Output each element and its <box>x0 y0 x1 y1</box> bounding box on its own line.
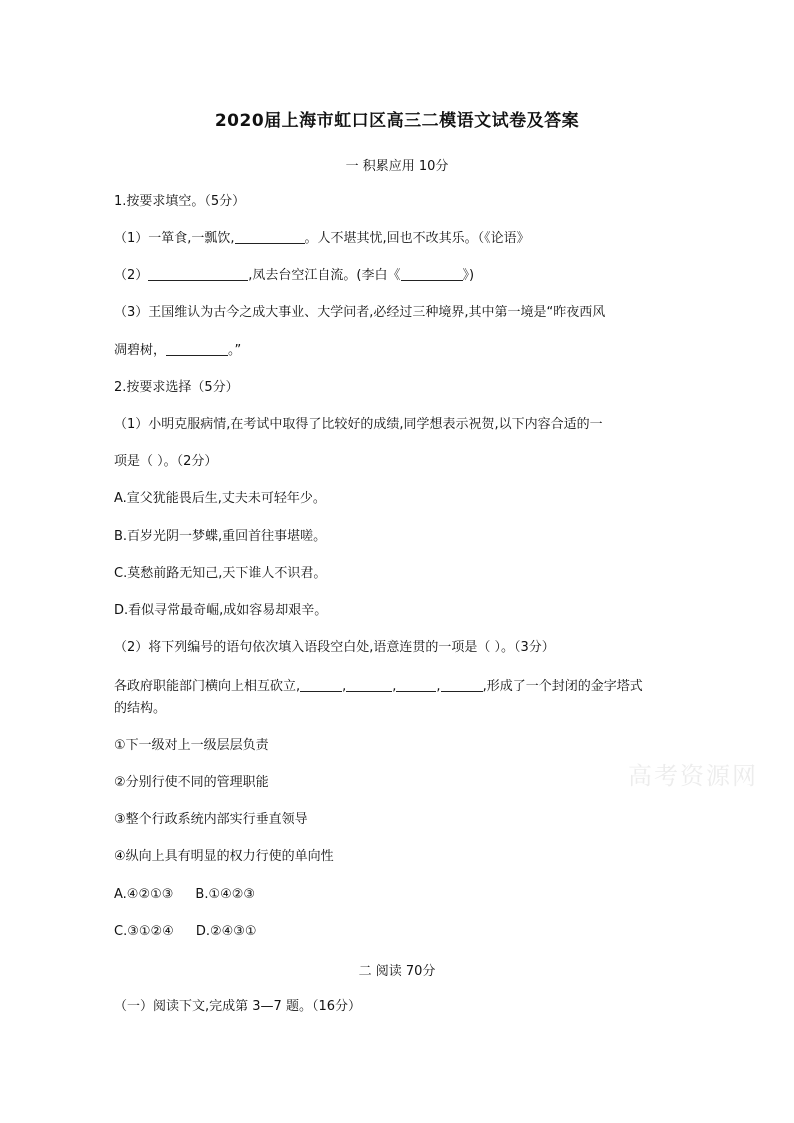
fill-blank[interactable] <box>396 677 436 692</box>
fill-blank[interactable] <box>166 341 228 356</box>
section-heading-reading: 二 阅读 70分 <box>358 964 436 979</box>
sentence-item-3: ③整个行政系统内部实行垂直领导 <box>114 812 308 827</box>
sentence-item-1: ①下一级对上一级层层负责 <box>114 738 269 753</box>
section-heading-accumulation: 一 积累应用 10分 <box>345 159 449 174</box>
question-2-part-1: （1）小明克服病情,在考试中取得了比较好的成绩,同学想表示祝贺,以下内容合适的一 <box>114 417 603 432</box>
passage-with-blanks <box>114 677 694 697</box>
question-2-part-2: （2）将下列编号的语句依次填入语段空白处,语意连贯的一项是（ ）。（3分） <box>114 640 555 655</box>
passage-text-a: 各政府职能部门横向上相互砍立, <box>114 679 301 694</box>
sentence-item-2: ②分别行使不同的管理职能 <box>114 775 269 790</box>
watermark: 高考资源网 <box>628 762 758 790</box>
fill-blank[interactable] <box>441 677 483 692</box>
fill-blank[interactable] <box>300 677 342 692</box>
question-1-item-1 <box>114 229 694 249</box>
question-2-heading: 2.按要求选择（5分） <box>114 380 239 395</box>
answer-option-d: D.②④③① <box>195 924 257 939</box>
fill-blank[interactable] <box>346 677 392 692</box>
answer-option-b: B.①④②③ <box>195 887 256 902</box>
passage-separator: , <box>342 679 347 694</box>
q1-item2-text-c: 》) <box>462 268 475 283</box>
answer-row-1 <box>114 885 694 905</box>
q1-item3-text-b: 凋碧树， <box>114 343 167 358</box>
answer-option-c: C.③①②④ <box>114 924 174 939</box>
document-title: 2020届上海市虹口区高三二模语文试卷及答案 <box>214 111 580 131</box>
q1-item1-text-b: 。人不堪其忧,回也不改其乐。（《论语》 <box>304 231 530 246</box>
question-1-item-2 <box>114 266 694 286</box>
passage-continuation: 的结构。 <box>114 701 167 716</box>
option-c: C.莫愁前路无知己,天下谁人不识君。 <box>114 566 327 581</box>
question-1-heading: 1.按要求填空。（5分） <box>114 194 246 209</box>
answer-option-a: A.④②①③ <box>114 887 174 902</box>
sentence-item-4: ④纵向上具有明显的权力行使的单向性 <box>114 849 334 864</box>
reading-instruction: （一）阅读下文,完成第 3—7 题。（16分） <box>114 999 361 1014</box>
passage-separator: , <box>392 679 397 694</box>
option-b: B.百岁光阴一梦蝶,重回首往事堪嗟。 <box>114 529 327 544</box>
passage-text-b: ,形成了一个封闭的金字塔式 <box>482 679 643 694</box>
q1-item1-text-a: （1）一箪食,一瓢饮, <box>114 231 235 246</box>
option-d: D.看似寻常最奇崛,成如容易却艰辛。 <box>114 603 328 618</box>
option-a: A.宣父犹能畏后生,丈夫未可轻年少。 <box>114 491 326 506</box>
answer-row-2 <box>114 922 694 942</box>
q1-item2-text-a: （2） <box>114 268 149 283</box>
question-1-item-3: （3）王国维认为古今之成大事业、大学问者,必经过三种境界,其中第一境是“昨夜西风 <box>114 305 606 320</box>
fill-blank[interactable] <box>148 266 248 281</box>
fill-blank[interactable] <box>401 266 463 281</box>
q1-item2-text-b: ,凤去台空江自流。(李白《 <box>248 268 401 283</box>
question-2-part-1-cont: 项是（ ）。（2分） <box>114 454 218 469</box>
passage-separator: , <box>436 679 441 694</box>
question-1-item-3-cont <box>114 341 694 361</box>
fill-blank[interactable] <box>235 229 305 244</box>
q1-item3-text-c: 。” <box>228 343 242 358</box>
